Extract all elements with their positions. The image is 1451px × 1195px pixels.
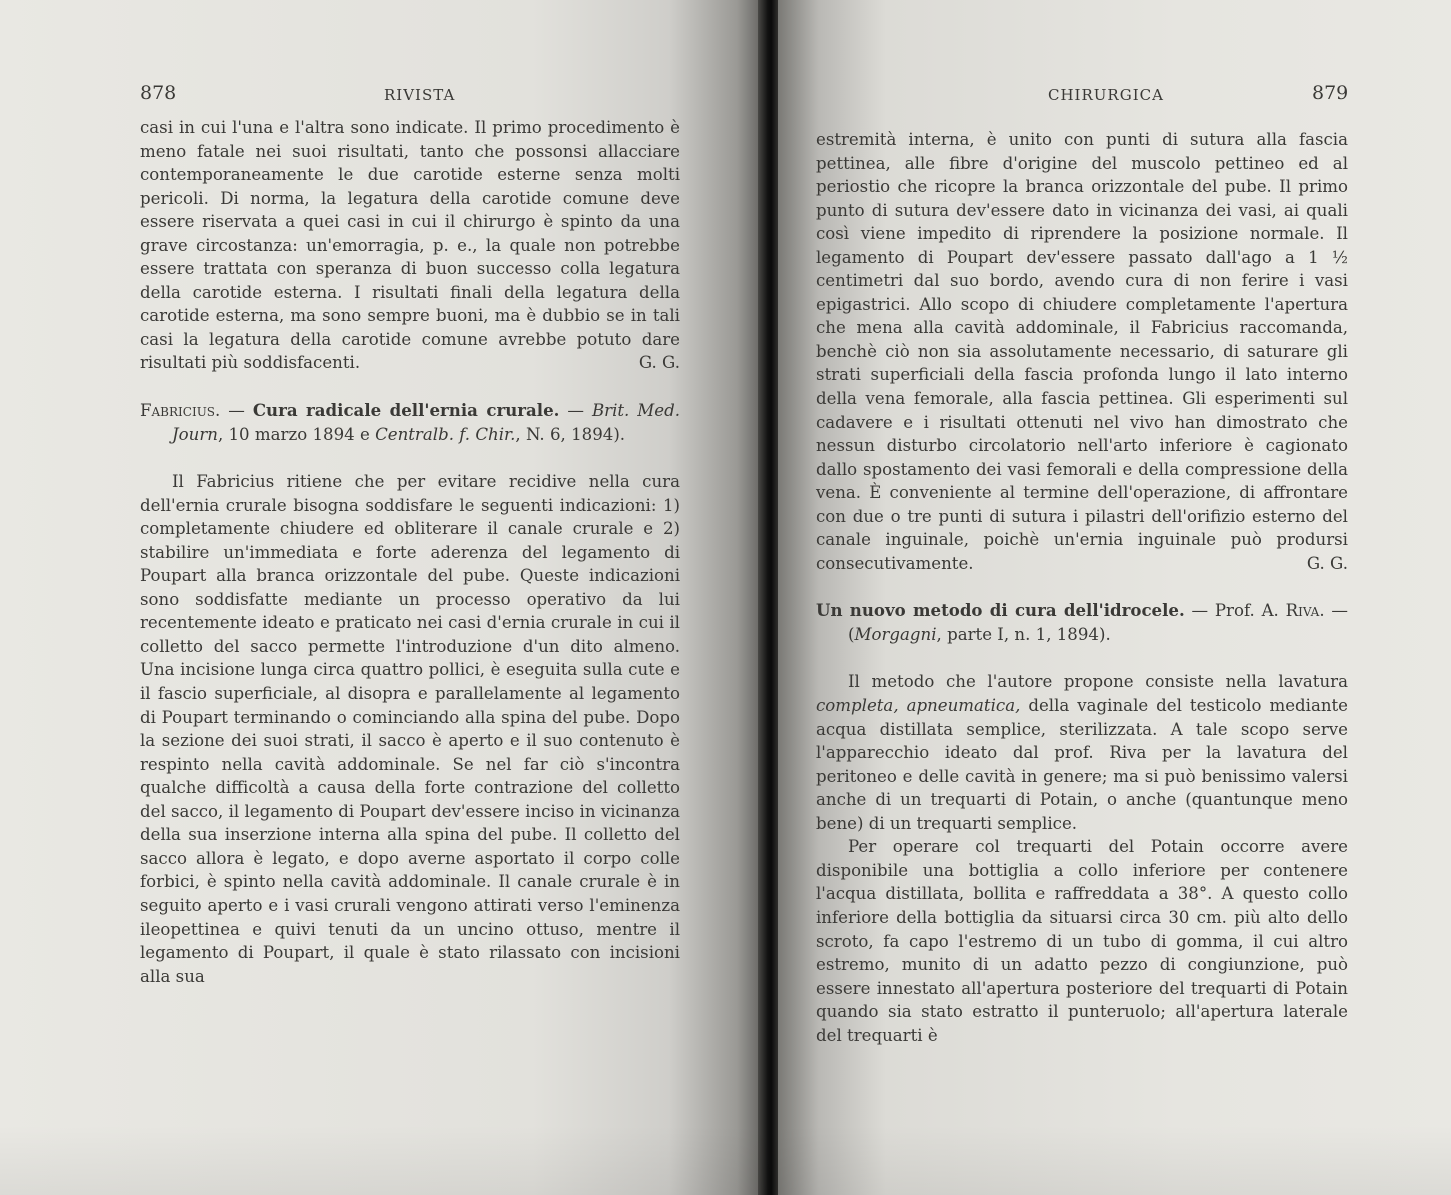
paragraph: estremità interna, è unito con punti di sutura alla fascia pettinea, alle fibre d'origine del muscolo pettineo ed al periostio che ricopre la branca orizzontale del pube. Il primo punto di sutura dev'essere dato in vicinanza dei vasi, ai quali così viene impedito di riprendere la posizione normale. Il legamento di Poupart dev'essere passato dall'ago a 1 ½ centimetri dal suo bordo, avendo cura di non ferire i vasi epigastrici. Allo scopo di chiudere completamente l'apertura che mena alla cavità addominale, il Fabricius raccomanda, benchè ciò non sia assolutamente necessario, di saturare gli strati superficiali della fascia profonda lungo il lato interno della vena femorale, alla fascia pettinea. Gli esperimenti sul cadavere e i risultati ottenuti nel vivo han dimostrato che nessun disturbo circolatorio nell'arto inferiore è cagionato dallo spostamento dei vasi femorali e della compressione della vena. È conveniente al termine dell'operazione, di affrontare con due o tre punti di sutura i pilastri dell'orifizio esterno del canale inguinale, poichè un'ernia inguinale può prodursi consecutivamente. G. G.	[816, 128, 1348, 575]
article-author: A. Riva.	[1261, 601, 1325, 621]
right-page	[778, 0, 1451, 1195]
signature: G. G.	[638, 353, 680, 373]
emphasis: completa, apneumatica,	[816, 696, 1021, 716]
article-source: Centralb. f. Chir.	[375, 424, 516, 444]
paragraph: casi in cui l'una e l'altra sono indicate. Il primo procedimento è meno fatale nei suoi risultati, tanto che possonsi allacciare contemporaneamente le due carotide esterne senza molti pericoli. Di norma, la legatura della carotide comune deve essere riservata a quei casi in cui il chirurgo è spinto da una grave circostanza: un'emorragia, p. e., la quale non potrebbe essere trattata con speranza di buon successo colla legatura della carotide esterna. I risultati finali della legatura della carotide esterna, ma sono sempre buoni, ma è dubbio se in tali casi la legatura della carotide comune avrebbe potuto dare risultati più soddisfacenti. G. G.	[140, 116, 680, 375]
paragraph: Il Fabricius ritiene che per evitare recidive nella cura dell'ernia crurale bisogna soddisfare le seguenti indicazioni: 1) completamente chiudere ed obliterare il canale crurale e 2) stabilire un'immediata e forte aderenza del legamento di Poupart alla branca orizzontale del pube. Queste indicazioni sono soddisfatte mediante un processo operativo da lui recentemente ideato e praticato nei casi d'ernia crurale in cui il colletto del sacco permette l'introduzione d'un dito almeno. Una incisione lunga circa quattro pollici, è eseguita sulla cute e il fascio superficiale, al disopra e parallelamente al legamento di Poupart terminando o cominciando alla spina del pube. Dopo la sezione dei suoi strati, il sacco è aperto e il suo contenuto è respinto nella cavità addominale. Se nel far ciò s'incontra qualche difficoltà a causa della forte contrazione del colletto del sacco, il legamento di Poupart dev'essere inciso in vicinanza della sua inserzione interna alla spina del pube. Il colletto del sacco allora è legato, e dopo averne asportato il corpo colle forbici, è spinto nella cavità addominale. Il canale crurale è in seguito aperto e i vasi crurali vengono attirati verso l'eminenza ileopettinea e quivi tenuti da un uncino ottuso, mentre il legamento di Poupart, il quale è stato rilassato con incisioni alla sua	[140, 472, 680, 986]
right-text-column	[816, 128, 1348, 1047]
page-number: 878	[140, 82, 177, 104]
running-head: CHIRURGICA	[1048, 86, 1164, 104]
book-gutter	[758, 0, 780, 1195]
running-head: RIVISTA	[384, 86, 456, 104]
article-source: Morgagni	[854, 624, 937, 644]
paragraph: Per operare col trequarti del Potain occorre avere disponibile una bottiglia a collo inferiore per contenere l'acqua distillata, bollita e raffreddata a 38°. A questo collo inferiore della bottiglia da situarsi circa 30 cm. più alto dello scroto, fa capo l'estremo di un tubo di gomma, il cui altro estremo, munito di un adatto pezzo di congiunzione, può essere innestato all'apertura posteriore del trequarti di Potain quando sia stato estratto il punteruolo; all'apertura laterale del trequarti è	[816, 837, 1348, 1045]
article-author: Fabricius.	[140, 401, 221, 421]
signature: G. G.	[1306, 553, 1348, 573]
article-title: Un nuovo metodo di cura dell'idrocele.	[816, 600, 1185, 621]
page-shadow	[0, 1125, 1451, 1195]
article-heading: Fabricius. — Cura radicale dell'ernia crurale. — Brit. Med. Journ, 10 marzo 1894 e Centralb. f. Chir., N. 6, 1894).	[140, 400, 680, 444]
page-number: 879	[1312, 82, 1349, 104]
paragraph: Il metodo che l'autore propone consiste nella lavatura completa, apneumatica, della vaginale del testicolo mediante acqua distillata semplice, sterilizzata. A tale scopo serve l'apparecchio ideato dal prof. Riva per la lavatura del peritoneo e delle cavità in genere; ma si può benissimo valersi anche di un trequarti di Potain, o anche (quantunque meno bene) di un trequarti semplice.	[816, 672, 1349, 833]
left-text-column	[140, 116, 680, 988]
article-source: Brit. Med. Journ	[172, 401, 680, 444]
article-title: Cura radicale dell'ernia crurale.	[252, 400, 560, 421]
article-heading: Un nuovo metodo di cura dell'idrocele. — Prof. A. Riva. — (Morgagni, parte I, n. 1, 1894).	[816, 600, 1348, 644]
